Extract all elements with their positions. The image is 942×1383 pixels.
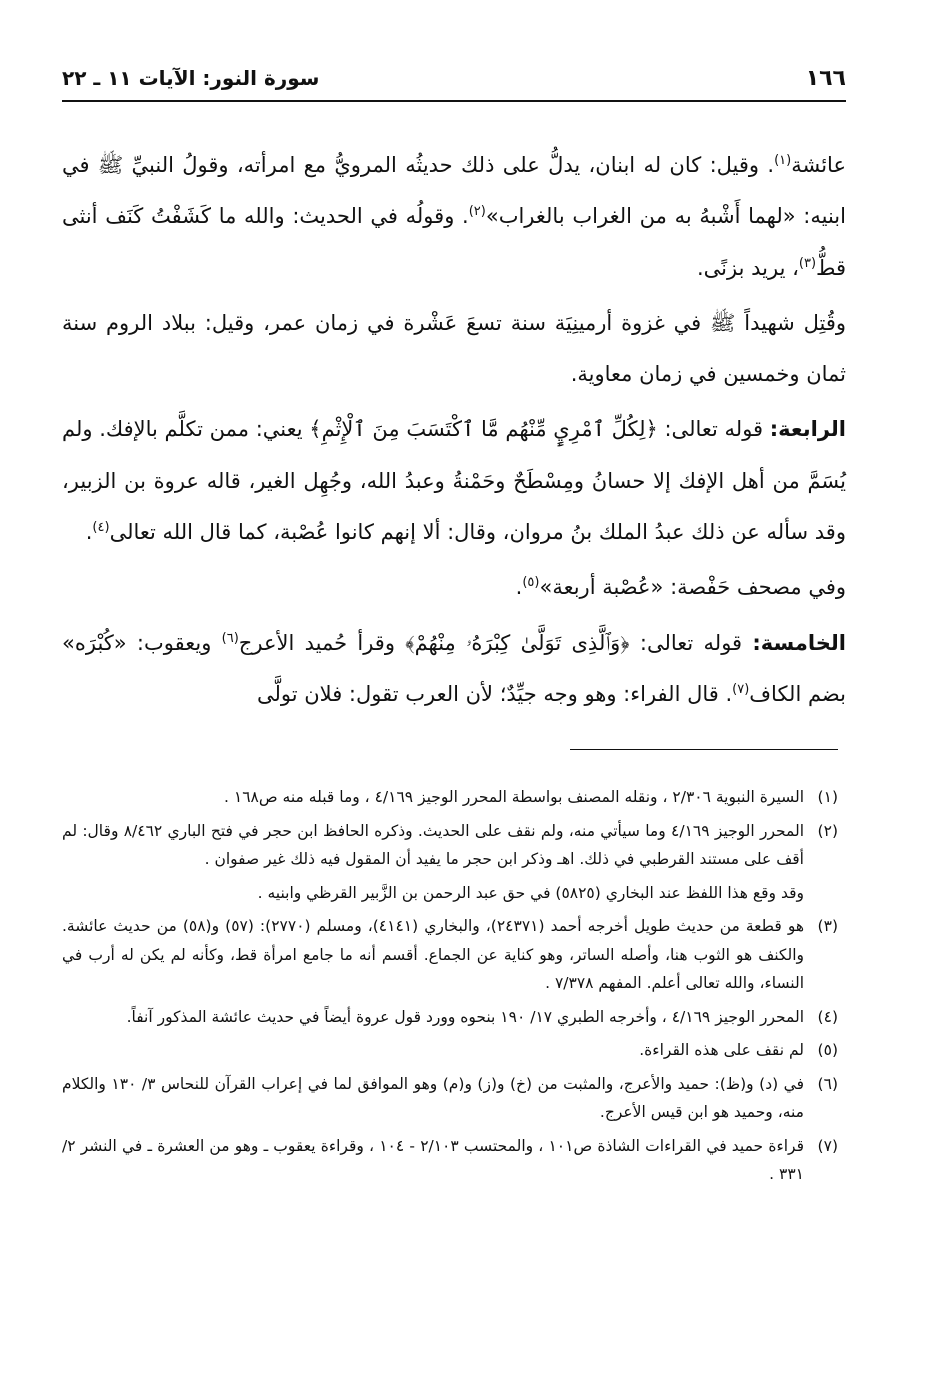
section-lead: الرابعة:	[769, 417, 846, 442]
text-run: . قال الفراء: وهو وجه جيِّدٌ؛ لأن العرب تقول: فلان تولَّى	[256, 681, 733, 706]
footnote	[62, 817, 838, 874]
footnotes	[62, 783, 838, 1194]
text-run: وفي مصحف حَفْصة: «عُصْبة أربعة»	[539, 575, 846, 600]
footnote-number: (٦)	[817, 1074, 838, 1093]
footnote	[62, 1036, 838, 1065]
footnote-text: في (د) و(ظ): حميد والأعرج، والمثبت من (خ) و(ز) و(م) وهو الموافق لما في إعراب القرآن للنحاس ٣/ ١٣٠ والكلام منه، وحميد هو ابن قيس الأعرج.	[62, 1074, 804, 1121]
footnote-number: (١)	[817, 788, 838, 806]
footnote-number: (٧)	[817, 1136, 838, 1155]
footnote-text: المحرر الوجيز ٤/١٦٩ ، وأخرجه الطبري ١٧/ ١٩٠ بنحوه وورد قول عروة أيضاً في حديث عائشة المذكور آنفاً.	[126, 1007, 804, 1026]
section-lead: الخامسة:	[752, 630, 846, 655]
footnote-text: السيرة النبوية ٢/٣٠٦ ، ونقله المصنف بواسطة المحرر الوجيز ٤/١٦٩ ، وما قبله منه ص١٦٨ .	[224, 788, 804, 806]
paragraph-1	[62, 140, 846, 294]
footnote-continuation	[62, 879, 838, 908]
footnote-number: (٣)	[817, 917, 838, 935]
footnote-ref: (٢)	[468, 204, 486, 220]
header-rule	[62, 100, 846, 102]
footnote	[62, 912, 838, 998]
footnote-separator	[570, 749, 838, 750]
text-run: عائشة	[791, 153, 846, 177]
footnote-ref: (٤)	[92, 520, 110, 536]
footnote	[62, 1070, 838, 1127]
page-number: ١٦٦	[805, 66, 846, 91]
paragraph-5	[62, 618, 846, 721]
footnote-ref: (٥)	[522, 575, 540, 591]
footnote-number: (٥)	[817, 1041, 838, 1059]
footnote-text: هو قطعة من حديث طويل أخرجه أحمد (٢٤٣٧١)، والبخاري (٤١٤١)، ومسلم (٢٧٧٠): (٥٧) و(٥٨) من حديث عائشة. والكنف هو الثوب هنا، وأصله الساتر، وهو كناية عن الجماع. أقسم أنه ما جامع امرأة قط، وكأنه لم يكن له أرب في النساء، والله تعالى أعلم. المفهم ٧/٣٧٨ .	[62, 917, 805, 992]
footnote	[62, 1003, 838, 1032]
text-run: قوله تعالى: ﴿لِكُلِّ ٱمْرِيٍٕ مِّنْهُم مَّا ٱكْتَسَبَ مِنَ ٱلْإِثْمِ﴾ يعني: ممن تكلَّم بالإفك. ولم يُسَمَّ من أهل الإفك إلا حسانُ ومِسْطَحٌ وحَمْنةُ وعبدُ الله، وجُهِل الغير، قاله عروة بن الزبير، وقد سأله عن ذلك عبدُ الملك بنُ مروان، وقال: ألا إنهم كانوا عُصْبة، كما قال الله تعالى	[62, 417, 846, 545]
footnote-number: (٤)	[817, 1007, 838, 1026]
footnote-ref: (٣)	[798, 255, 817, 271]
footnote-text: قراءة حميد في القراءات الشاذة ص١٠١ ، والمحتسب ٢/١٠٣ - ١٠٤ ، وقراءة يعقوب ـ وهو من العشرة ـ في النشر ٢/ ٣٣١ .	[62, 1136, 804, 1183]
footnote-text: المحرر الوجيز ٤/١٦٩ وما سيأتي منه، ولم نقف على الحديث. وذكره الحافظ ابن حجر في فتح الباري ٨/٤٦٢ وقال: لم أقف على مستند القرطبي في ذلك. اهـ وذكر ابن حجر ما يفيد أن المقول فيه ذلك غير صفوان .	[62, 821, 805, 868]
footnote-number: (٢)	[817, 821, 838, 840]
footnote-text: لم نقف على هذه القراءة.	[639, 1041, 804, 1059]
footnote-text: وقد وقع هذا اللفظ عند البخاري (٥٨٢٥) في حق عبد الرحمن بن الزَّبير القرظي وابنيه .	[257, 883, 804, 902]
running-header	[62, 66, 846, 96]
footnote-ref: (١)	[774, 153, 792, 168]
footnote	[62, 1132, 838, 1189]
footnote	[62, 783, 838, 812]
text-run: . وقولُه في الحديث: والله ما كَشَفْتُ كَنَف أنثى قطُّ	[62, 204, 846, 280]
text-run: .	[515, 575, 523, 600]
footnote-ref: (٦)	[221, 630, 239, 646]
text-run: قوله تعالى: ﴿وَٱلَّذِى تَوَلَّىٰ كِبْرَهُۥ مِنْهُمْ﴾ وقرأ حُميد الأعرج	[238, 630, 753, 655]
main-text	[62, 140, 846, 720]
text-run: ويعقوب: «كُبْرَه» بضم الكاف	[62, 630, 846, 706]
paragraph-2: وقُتِل شهيداً ﷺ في غزوة أرمينِيَة سنة تسعَ عَشْرة في زمان عمر، وقيل: ببلاد الروم سنة ثمان وخمسين في زمان معاوية.	[62, 310, 846, 387]
paragraph-3	[62, 404, 846, 558]
footnote-ref: (٧)	[732, 681, 750, 697]
text-run: . وقيل: كان له ابنان، يدلُّ على ذلك حديثُه المرويُّ مع امرأته، وقولُ النبيِّ ﷺ في ابنيه: «لهما أَشْبهُ به من الغراب بالغراب»	[62, 153, 846, 229]
text-run: .	[85, 520, 93, 545]
text-run: ، يريد بزنًى.	[696, 255, 799, 280]
paragraph-4	[62, 562, 846, 613]
running-title: سورة النور: الآيات ١١ ـ ٢٢	[62, 66, 320, 90]
